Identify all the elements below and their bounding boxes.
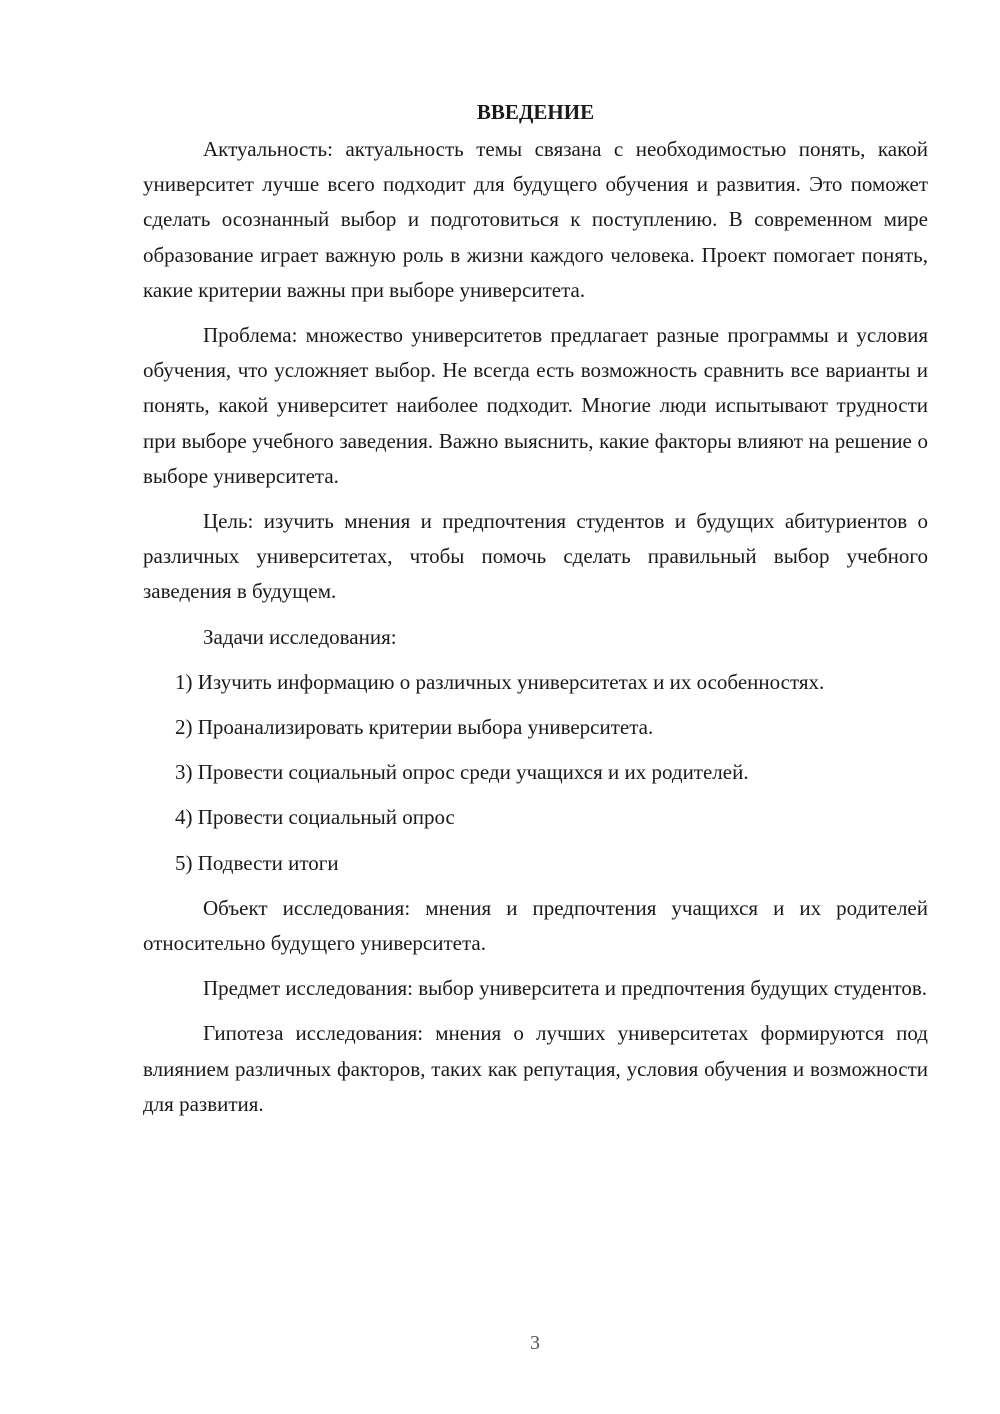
- paragraph-problem: Проблема: множество университетов предлагает разные программы и условия обучения, что усложняет выбор. Не всегда есть возможность сравнить все варианты и понять, какой университет наиболее подходит. Многие люди испытывают трудности при выборе учебного заведения. Важно выяснить, какие факторы влияют на решение о выборе университета.: [143, 323, 928, 488]
- document-page: [143, 90, 928, 1132]
- paragraph-subject: Предмет исследования: выбор университета и предпочтения будущих студентов.: [203, 976, 928, 1001]
- task-item-1: 1) Изучить информацию о различных университетах и их особенностях.: [175, 669, 825, 694]
- page-number: 3: [530, 1332, 540, 1354]
- task-item-5: 5) Подвести итоги: [175, 850, 339, 875]
- paragraph-relevance: Актуальность: актуальность темы связана с необходимостью понять, какой университет лучше всего подходит для будущего обучения и развития. Это поможет сделать осознанный выбор и подготовиться к поступлению. В современном мире образование играет важную роль в жизни каждого человека. Проект помогает понять, какие критерии важны при выборе университета.: [143, 137, 928, 302]
- tasks-heading: Задачи исследования:: [203, 624, 397, 649]
- paragraph-goal: Цель: изучить мнения и предпочтения студентов и будущих абитуриентов о различных университетах, чтобы помочь сделать правильный выбор учебного заведения в будущем.: [143, 509, 928, 604]
- paragraph-object: Объект исследования: мнения и предпочтения учащихся и их родителей относительно будущего университета.: [143, 895, 928, 956]
- paragraph-hypothesis: Гипотеза исследования: мнения о лучших университетах формируются под влиянием различных факторов, таких как репутация, условия обучения и возможности для развития.: [143, 1021, 928, 1116]
- document-title: ВВЕДЕНИЕ: [476, 100, 595, 124]
- task-item-4: 4) Провести социальный опрос: [175, 805, 455, 830]
- task-item-3: 3) Провести социальный опрос среди учащихся и их родителей.: [175, 760, 749, 785]
- task-item-2: 2) Проанализировать критерии выбора университета.: [175, 715, 654, 740]
